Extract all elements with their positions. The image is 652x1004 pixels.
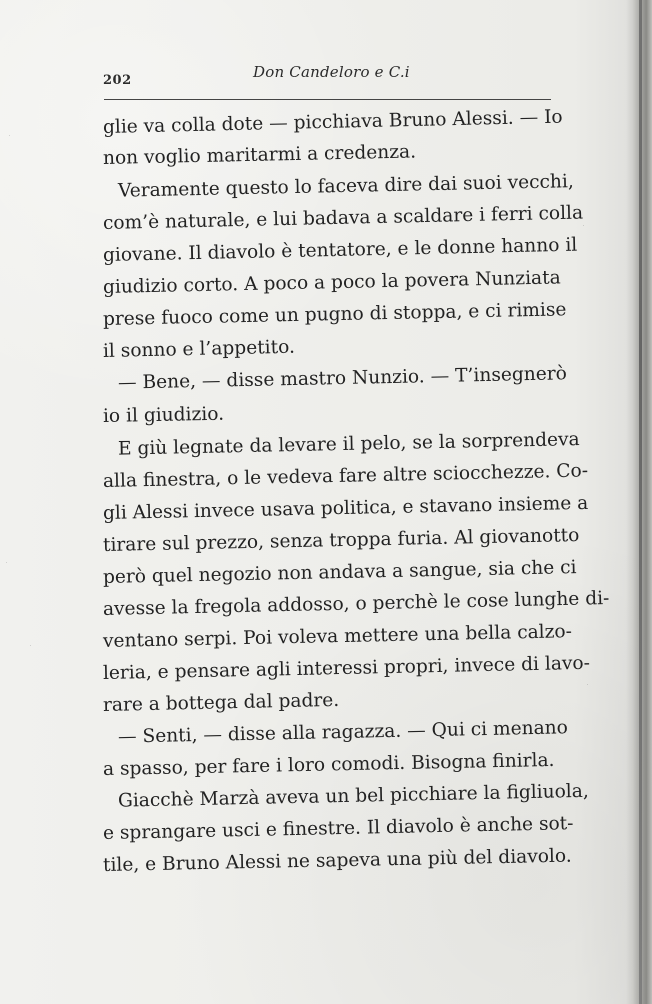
text-line: com’è naturale, e lui badava a scaldare i ferri colla	[102, 202, 584, 234]
text-line: Veramente questo lo faceva dire dai suoi vecchi,	[117, 171, 574, 202]
text-line: giovane. Il diavolo è tentatore, e le donne hanno il	[102, 234, 578, 266]
paper-speck	[30, 645, 31, 646]
text-line: E giù legnate da levare il pelo, se la sorprendeva	[117, 429, 580, 460]
text-line: il sonno e l’appetito.	[102, 336, 296, 362]
header-rule	[104, 99, 551, 100]
text-line: Giacchè Marzà aveva un bel picchiare la figliuola,	[117, 780, 589, 812]
running-title: Don Candeloro e C.i	[253, 63, 410, 81]
text-line: leria, e pensare agli interessi propri, invece di lavo-	[102, 652, 591, 684]
text-line: a spasso, per fare i loro comodi. Bisogna finirla.	[102, 749, 555, 780]
paper-speck	[587, 684, 588, 685]
text-line: rare a bottega dal padre.	[102, 689, 340, 716]
text-line: io il giudizio.	[102, 403, 225, 427]
text-line: — Bene, — disse mastro Nunzio. — T’insegnerò	[117, 363, 568, 394]
text-line: però quel negozio non andava a sangue, sia che ci	[102, 557, 577, 588]
body-text	[102, 106, 610, 902]
text-line: gli Alessi invece usava politica, e stavano insieme a	[102, 492, 589, 524]
text-line: e sprangare usci e finestre. Il diavolo è anche sot-	[102, 813, 574, 844]
page-edge-line	[639, 0, 642, 1004]
text-line: non voglio maritarmi a credenza.	[102, 141, 417, 169]
paper-speck	[9, 135, 10, 136]
text-line: — Senti, — disse alla ragazza. — Qui ci menano	[117, 717, 569, 748]
text-line: tile, e Bruno Alessi ne sapeva una più del diavolo.	[102, 845, 572, 876]
paper-speck	[583, 225, 584, 226]
text-line: alla finestra, o le vedeva fare altre sciocchezze. Co-	[102, 460, 589, 492]
text-line: prese fuoco come un pugno di stoppa, e ci rimise	[102, 299, 567, 330]
text-line: giudizio corto. A poco a poco la povera Nunziata	[102, 267, 561, 298]
text-line: tirare sul prezzo, senza troppa furia. Al giovanotto	[102, 525, 580, 556]
text-line: glie va colla dote — picchiava Bruno Alessi. — Io	[102, 106, 563, 138]
page-number: 202	[103, 73, 132, 88]
text-line: avesse la fregola addosso, o perchè le cose lunghe di-	[102, 587, 610, 620]
text-line: ventano serpi. Poi voleva mettere una bella calzo-	[102, 621, 573, 652]
paper-speck	[6, 562, 7, 563]
